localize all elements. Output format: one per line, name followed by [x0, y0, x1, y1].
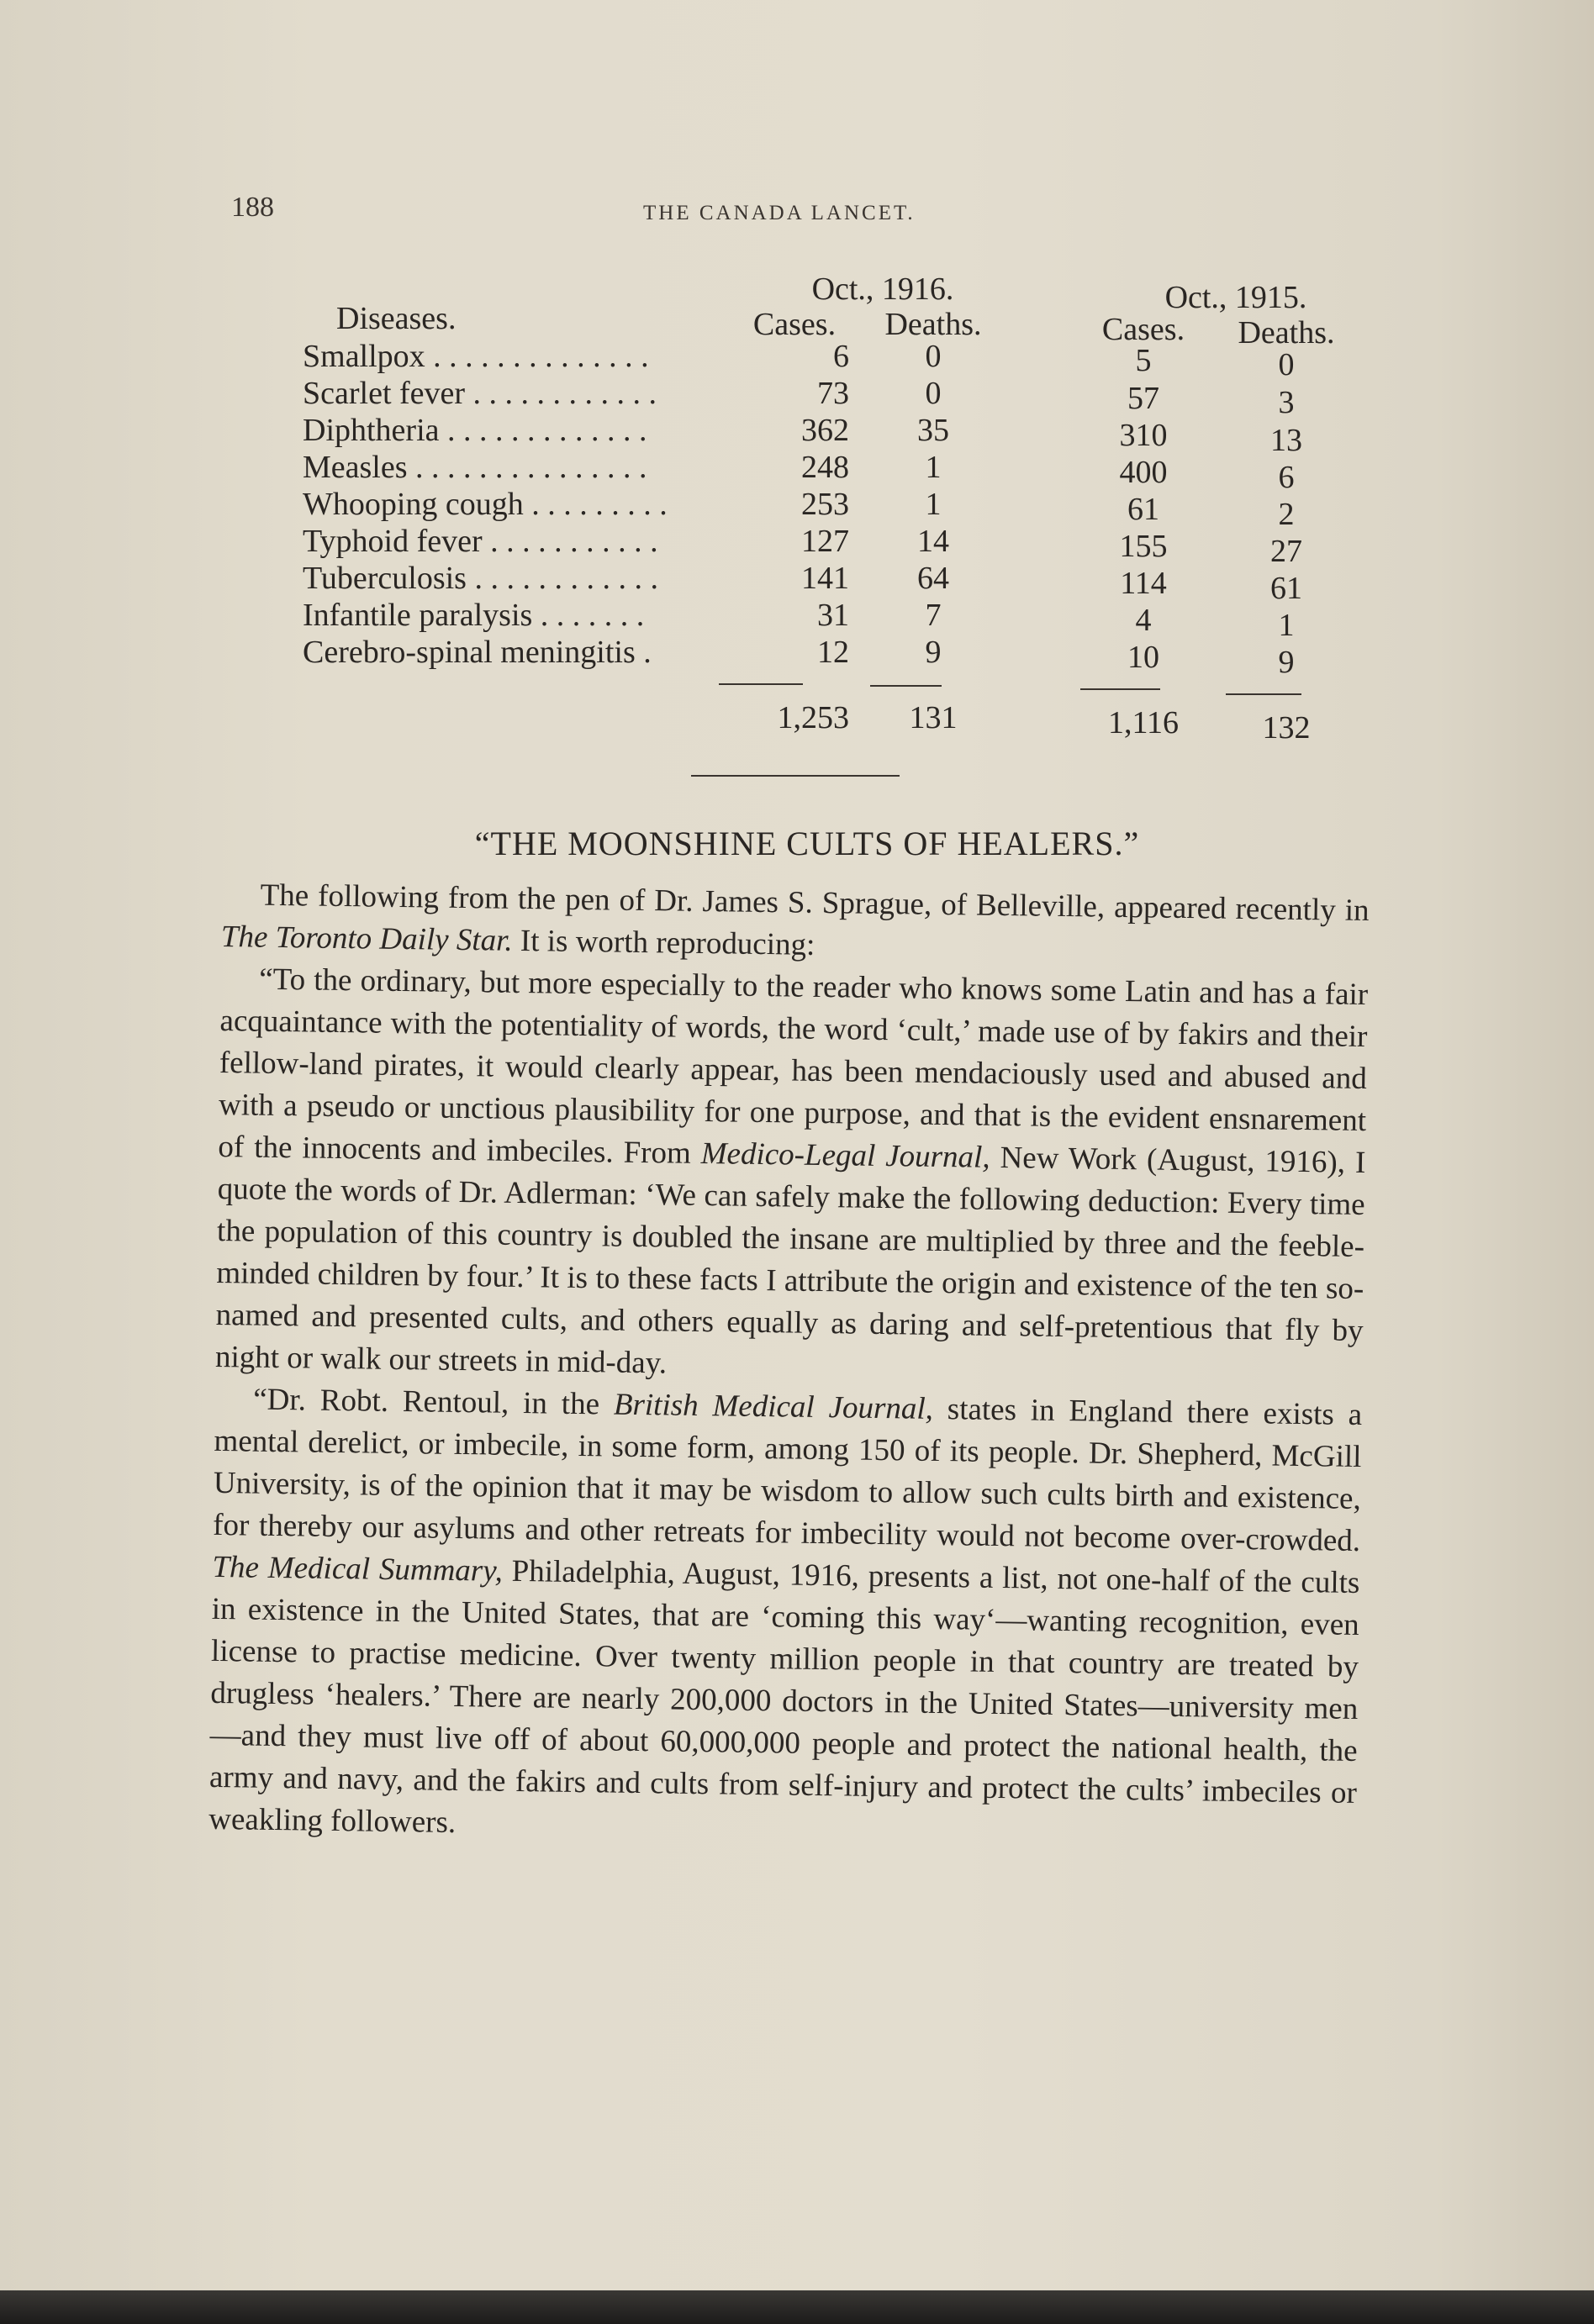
deaths-header-1915: Deaths. — [1238, 315, 1335, 350]
row-value: 61 — [1270, 571, 1302, 606]
row-value: 12 — [817, 635, 849, 670]
row-label: Typhoid fever . . . . . . . . . . . — [303, 524, 658, 559]
row-value: 1 — [925, 487, 942, 522]
total-rule — [1080, 688, 1160, 690]
journal-name: Medico-Legal Journal, — [700, 1136, 990, 1175]
body-paragraph — [208, 1378, 1363, 1857]
article-body — [208, 874, 1370, 1857]
year-header-1915: Oct., 1915. — [1164, 280, 1307, 315]
intro-paragraph — [221, 874, 1370, 974]
row-value: 0 — [925, 376, 942, 411]
deaths-header-1916: Deaths. — [884, 307, 982, 342]
paragraph-text: “Dr. Robt. Rentoul, in the — [252, 1382, 615, 1422]
row-value: 400 — [1119, 455, 1168, 490]
intro-text: It is worth reproducing: — [512, 923, 815, 962]
row-value: 362 — [801, 413, 849, 448]
row-value: 57 — [1127, 381, 1159, 416]
row-label: Diphtheria . . . . . . . . . . . . . — [303, 413, 647, 448]
row-value: 4 — [1135, 603, 1152, 638]
page-number: 188 — [231, 192, 274, 223]
row-value: 27 — [1270, 534, 1302, 569]
total-value: 131 — [909, 700, 958, 735]
paragraph-text: Philadelphia, August, 1916, presents a list, not one-half of the cults in existence in the United States, that are ‘coming this way‘—wanting recognition, even license to practise medicine. Over twenty million people in that country are treated by drugless ‘healers.’ There are nearly 200,000 doctors in the United States—university men —and they must live off of about 60,000,000 people and protect the national health, the army and navy, and the fakirs and cults from self-injury and protect the cults’ imbeciles or weakling followers. — [208, 1553, 1360, 1840]
journal-name: The Medical Summary, — [212, 1549, 504, 1589]
row-value: 248 — [801, 450, 849, 485]
row-value: 13 — [1270, 423, 1302, 458]
newspaper-title: The Toronto Daily Star. — [220, 919, 513, 958]
row-value: 6 — [1278, 460, 1295, 495]
row-label: Whooping cough . . . . . . . . . — [303, 487, 668, 522]
row-value: 9 — [925, 635, 942, 670]
section-divider — [691, 775, 900, 777]
row-value: 10 — [1127, 640, 1159, 675]
journal-name: British Medical Journal, — [613, 1387, 934, 1426]
paragraph-text: New Work (August, 1916), I quote the words of Dr. Adlerman: ‘We can safely make the following deduction: Every time the population of this country is doubled the insane are multiplied by three and the feeble-minded children by four.’ It is to these facts I attribute the origin and existence of the ten so-named and presented cults, and others equally as daring and self-pretentious that fly by night or walk our streets in mid-day. — [214, 1140, 1366, 1381]
row-value: 0 — [1278, 347, 1295, 382]
row-label: Smallpox . . . . . . . . . . . . . . — [303, 339, 649, 374]
row-value: 0 — [925, 339, 942, 374]
total-value: 132 — [1262, 710, 1311, 746]
row-value: 7 — [925, 598, 942, 633]
article-title: “THE MOONSHINE CULTS OF HEALERS.” — [474, 825, 1140, 862]
row-value: 31 — [817, 598, 849, 633]
row-value: 14 — [917, 524, 949, 559]
row-label: Tuberculosis . . . . . . . . . . . . — [303, 561, 658, 596]
total-value: 1,116 — [1107, 705, 1180, 740]
total-value: 1,253 — [777, 700, 849, 735]
disease-statistics-table — [298, 265, 1358, 752]
row-value: 61 — [1127, 492, 1159, 527]
row-value: 1 — [925, 450, 942, 485]
row-label: Infantile paralysis . . . . . . . — [303, 598, 645, 633]
row-value: 64 — [917, 561, 949, 596]
row-value: 2 — [1278, 497, 1295, 532]
row-value: 6 — [833, 339, 849, 374]
total-rule — [1226, 693, 1301, 695]
journal-title: THE CANADA LANCET. — [643, 202, 916, 224]
cases-header-1916: Cases. — [752, 307, 837, 342]
row-value: 35 — [917, 413, 949, 448]
cases-header-1915: Cases. — [1101, 312, 1185, 347]
scan-bottom-edge — [0, 2290, 1594, 2324]
row-value: 127 — [801, 524, 849, 559]
row-value: 1 — [1278, 608, 1295, 643]
row-value: 114 — [1120, 566, 1167, 601]
year-header-1916: Oct., 1916. — [811, 271, 954, 307]
row-value: 253 — [801, 487, 849, 522]
paragraph-text: “To the ordinary, but more especially to the reader who knows some Latin and has a fair acquaintance with the potentiality of words, the word ‘cult,’ made use of by fakirs and their fellow-land pirates, it would clearly appear, has been mendaciously used and abused and with a pseudo or unctious plausibility for one purpose, and that is the evident ensnarement of the innocents and imbeciles. From — [218, 962, 1369, 1171]
diseases-header: Diseases. — [336, 301, 457, 336]
total-rule — [870, 685, 942, 687]
row-value: 3 — [1278, 385, 1295, 420]
row-label: Measles . . . . . . . . . . . . . . . — [303, 450, 647, 485]
row-value: 9 — [1278, 645, 1295, 680]
row-value: 155 — [1119, 529, 1168, 564]
row-value: 310 — [1119, 418, 1168, 453]
row-label: Cerebro-spinal meningitis . — [303, 635, 652, 670]
row-value: 5 — [1135, 343, 1152, 378]
running-head — [231, 192, 1391, 225]
paragraph-text: states in England there exists a mental derelict, or imbecile, in some form, among 150 of its people. Dr. Shepherd, McGill University, is of the opinion that it may be wisdom to allow such cults birth and existence, for thereby our asylums and other retreats for imbecility would not become over-crowded. — [212, 1391, 1363, 1558]
row-value: 73 — [817, 376, 849, 411]
row-value: 141 — [801, 561, 849, 596]
intro-text: The following from the pen of Dr. James S. Sprague, of Belleville, appeared recently in — [260, 877, 1370, 929]
row-label: Scarlet fever . . . . . . . . . . . . — [303, 376, 657, 411]
total-rule — [719, 683, 803, 685]
body-paragraph — [215, 958, 1369, 1394]
